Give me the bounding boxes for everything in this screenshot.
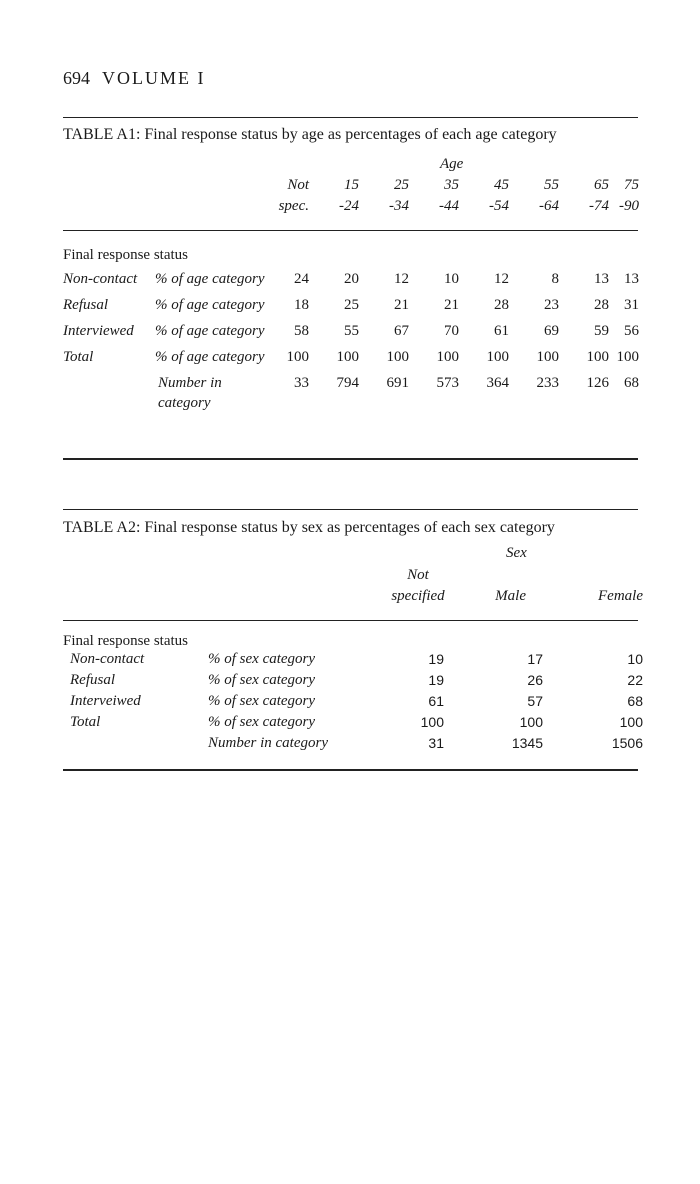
table-a2-cell: 31 [428,735,444,751]
volume-label: VOLUME I [102,68,206,88]
table-a2-cell: 10 [627,651,643,667]
running-header [63,68,206,89]
table-a2-col-header: Female [598,588,643,604]
table-a1-row-unit: % of age category [155,271,265,287]
table-a2-row-label: Interveiwed [70,693,141,709]
table-a1-cell: 58 [294,323,309,339]
table-a1-cell: 31 [624,297,639,313]
table-a1-row-label: Refusal [63,297,108,313]
table-a2-row-label: Non-contact [70,651,145,667]
table-a1-row-label: Non-contact [63,271,138,287]
table-a1-cell: 13 [624,271,639,287]
table-a1-col-header-bottom: spec. [278,198,309,214]
table-a1-cell: 126 [586,375,609,391]
table-a1-cell: 56 [624,323,639,339]
table-a1-cell: 70 [444,323,459,339]
table-a1-col-header-bottom: -24 [339,198,359,214]
table-a1-cell: 364 [486,375,509,391]
table-a2-group-header: Sex [506,545,527,561]
table-a1-title: TABLE A1: Final response status by age as percentages of each age category [63,126,557,143]
table-a1-cell: 573 [436,375,459,391]
table-a2-header-rule [63,620,638,621]
table-a1-cell: 12 [494,271,509,287]
table-a1-top-rule [63,117,638,118]
table-a1-cell: 21 [444,297,459,313]
table-a2-cell: 68 [627,693,643,709]
table-a1-row-unit: % of age category [155,323,265,339]
table-a2-col-header: specified [391,588,445,604]
table-a1-cell: 691 [386,375,409,391]
table-a1-cell: 68 [624,375,639,391]
table-a2-row-unit: % of sex category [208,693,316,709]
table-a2-cell: 17 [527,651,543,667]
table-a2-title: TABLE A2: Final response status by sex as percentages of each sex category [63,519,555,536]
table-a1-col-header-bottom: -90 [619,198,639,214]
table-a1-group-header: Age [440,156,464,172]
table-a2-cell: 100 [619,714,643,730]
table-a1-col-header-top: 55 [544,177,559,193]
table-a1-header-rule [63,230,638,231]
table-a1-col-header-bottom: -44 [439,198,459,214]
table-a1-cell: 12 [394,271,409,287]
table-a1-cell: 100 [286,349,309,365]
table-a1-cell: 18 [294,297,309,313]
table-a2-col-header: Not [407,567,429,583]
table-a2-cell: 19 [428,672,444,688]
table-a2-cell: 22 [627,672,643,688]
table-a2-cell: 1506 [611,735,643,751]
table-a1-cell: 794 [336,375,359,391]
table-a1-cell: 13 [594,271,609,287]
table-a2-top-rule [63,509,638,510]
table-a2-cell: 26 [527,672,543,688]
table-a1-cell: 69 [544,323,559,339]
table-a1-cell: 10 [444,271,459,287]
table-a2-row-unit: % of sex category [208,672,316,688]
table-a1-cell: 24 [294,271,309,287]
table-a1-cell: 100 [586,349,609,365]
table-a1-cell: 28 [594,297,609,313]
table-a2-row-unit: % of sex category [208,651,316,667]
table-a1-cell: 33 [294,375,309,391]
table-a2-cell: 1345 [511,735,543,751]
table-a1-cell: 61 [494,323,509,339]
table-a1-col-header-top: Not [287,177,309,193]
table-a2-row-label: Total [70,714,101,730]
table-a1-cell: 25 [344,297,359,313]
table-a2-row-label: Refusal [70,672,115,688]
table-a1-col-header-bottom: -54 [489,198,509,214]
table-a1-col-header-top: 25 [394,177,409,193]
table-a1-cell: 100 [486,349,509,365]
table-a1-cell: 100 [536,349,559,365]
table-a2-cell: 100 [519,714,543,730]
table-a1-cell: 100 [386,349,409,365]
table-a1-cell: 100 [616,349,639,365]
table-a1-row-unit: Number in [158,375,222,391]
table-a2-cell: 61 [428,693,444,709]
table-a1-row-label: Total [63,349,94,365]
table-a1-cell: 8 [551,271,559,287]
table-a1-row-unit: % of age category [155,297,265,313]
table-a1-col-header-top: 15 [344,177,359,193]
table-a1-cell: 100 [436,349,459,365]
table-a1-row-unit: category [158,395,211,411]
table-a1-col-header-top: 75 [624,177,639,193]
table-a1-cell: 23 [544,297,559,313]
table-a2-cell: 100 [420,714,444,730]
table-a1-col-header-bottom: -64 [539,198,559,214]
table-a1-cell: 233 [536,375,559,391]
table-a2-col-header: Male [495,588,526,604]
table-a1-row-label: Interviewed [63,323,134,339]
table-a1-col-header-bottom: -74 [589,198,609,214]
table-a1-cell: 55 [344,323,359,339]
page-number: 694 [63,68,90,88]
table-a1-cell: 67 [394,323,409,339]
table-a1-cell: 21 [394,297,409,313]
table-a2-section-label: Final response status [63,633,188,649]
table-a1-cell: 20 [344,271,359,287]
table-a1-section-label: Final response status [63,247,188,263]
table-a2-bottom-rule [63,769,638,771]
table-a2-cell: 19 [428,651,444,667]
table-a1-cell: 100 [336,349,359,365]
table-a1-row-unit: % of age category [155,349,265,365]
table-a2-row-unit: Number in category [208,735,328,751]
table-a1-col-header-bottom: -34 [389,198,409,214]
table-a1-col-header-top: 35 [444,177,459,193]
table-a2-row-unit: % of sex category [208,714,316,730]
table-a1-cell: 28 [494,297,509,313]
table-a1-col-header-top: 45 [494,177,509,193]
table-a1-cell: 59 [594,323,609,339]
table-a1-col-header-top: 65 [594,177,609,193]
table-a1-bottom-rule [63,458,638,460]
table-a2-cell: 57 [527,693,543,709]
